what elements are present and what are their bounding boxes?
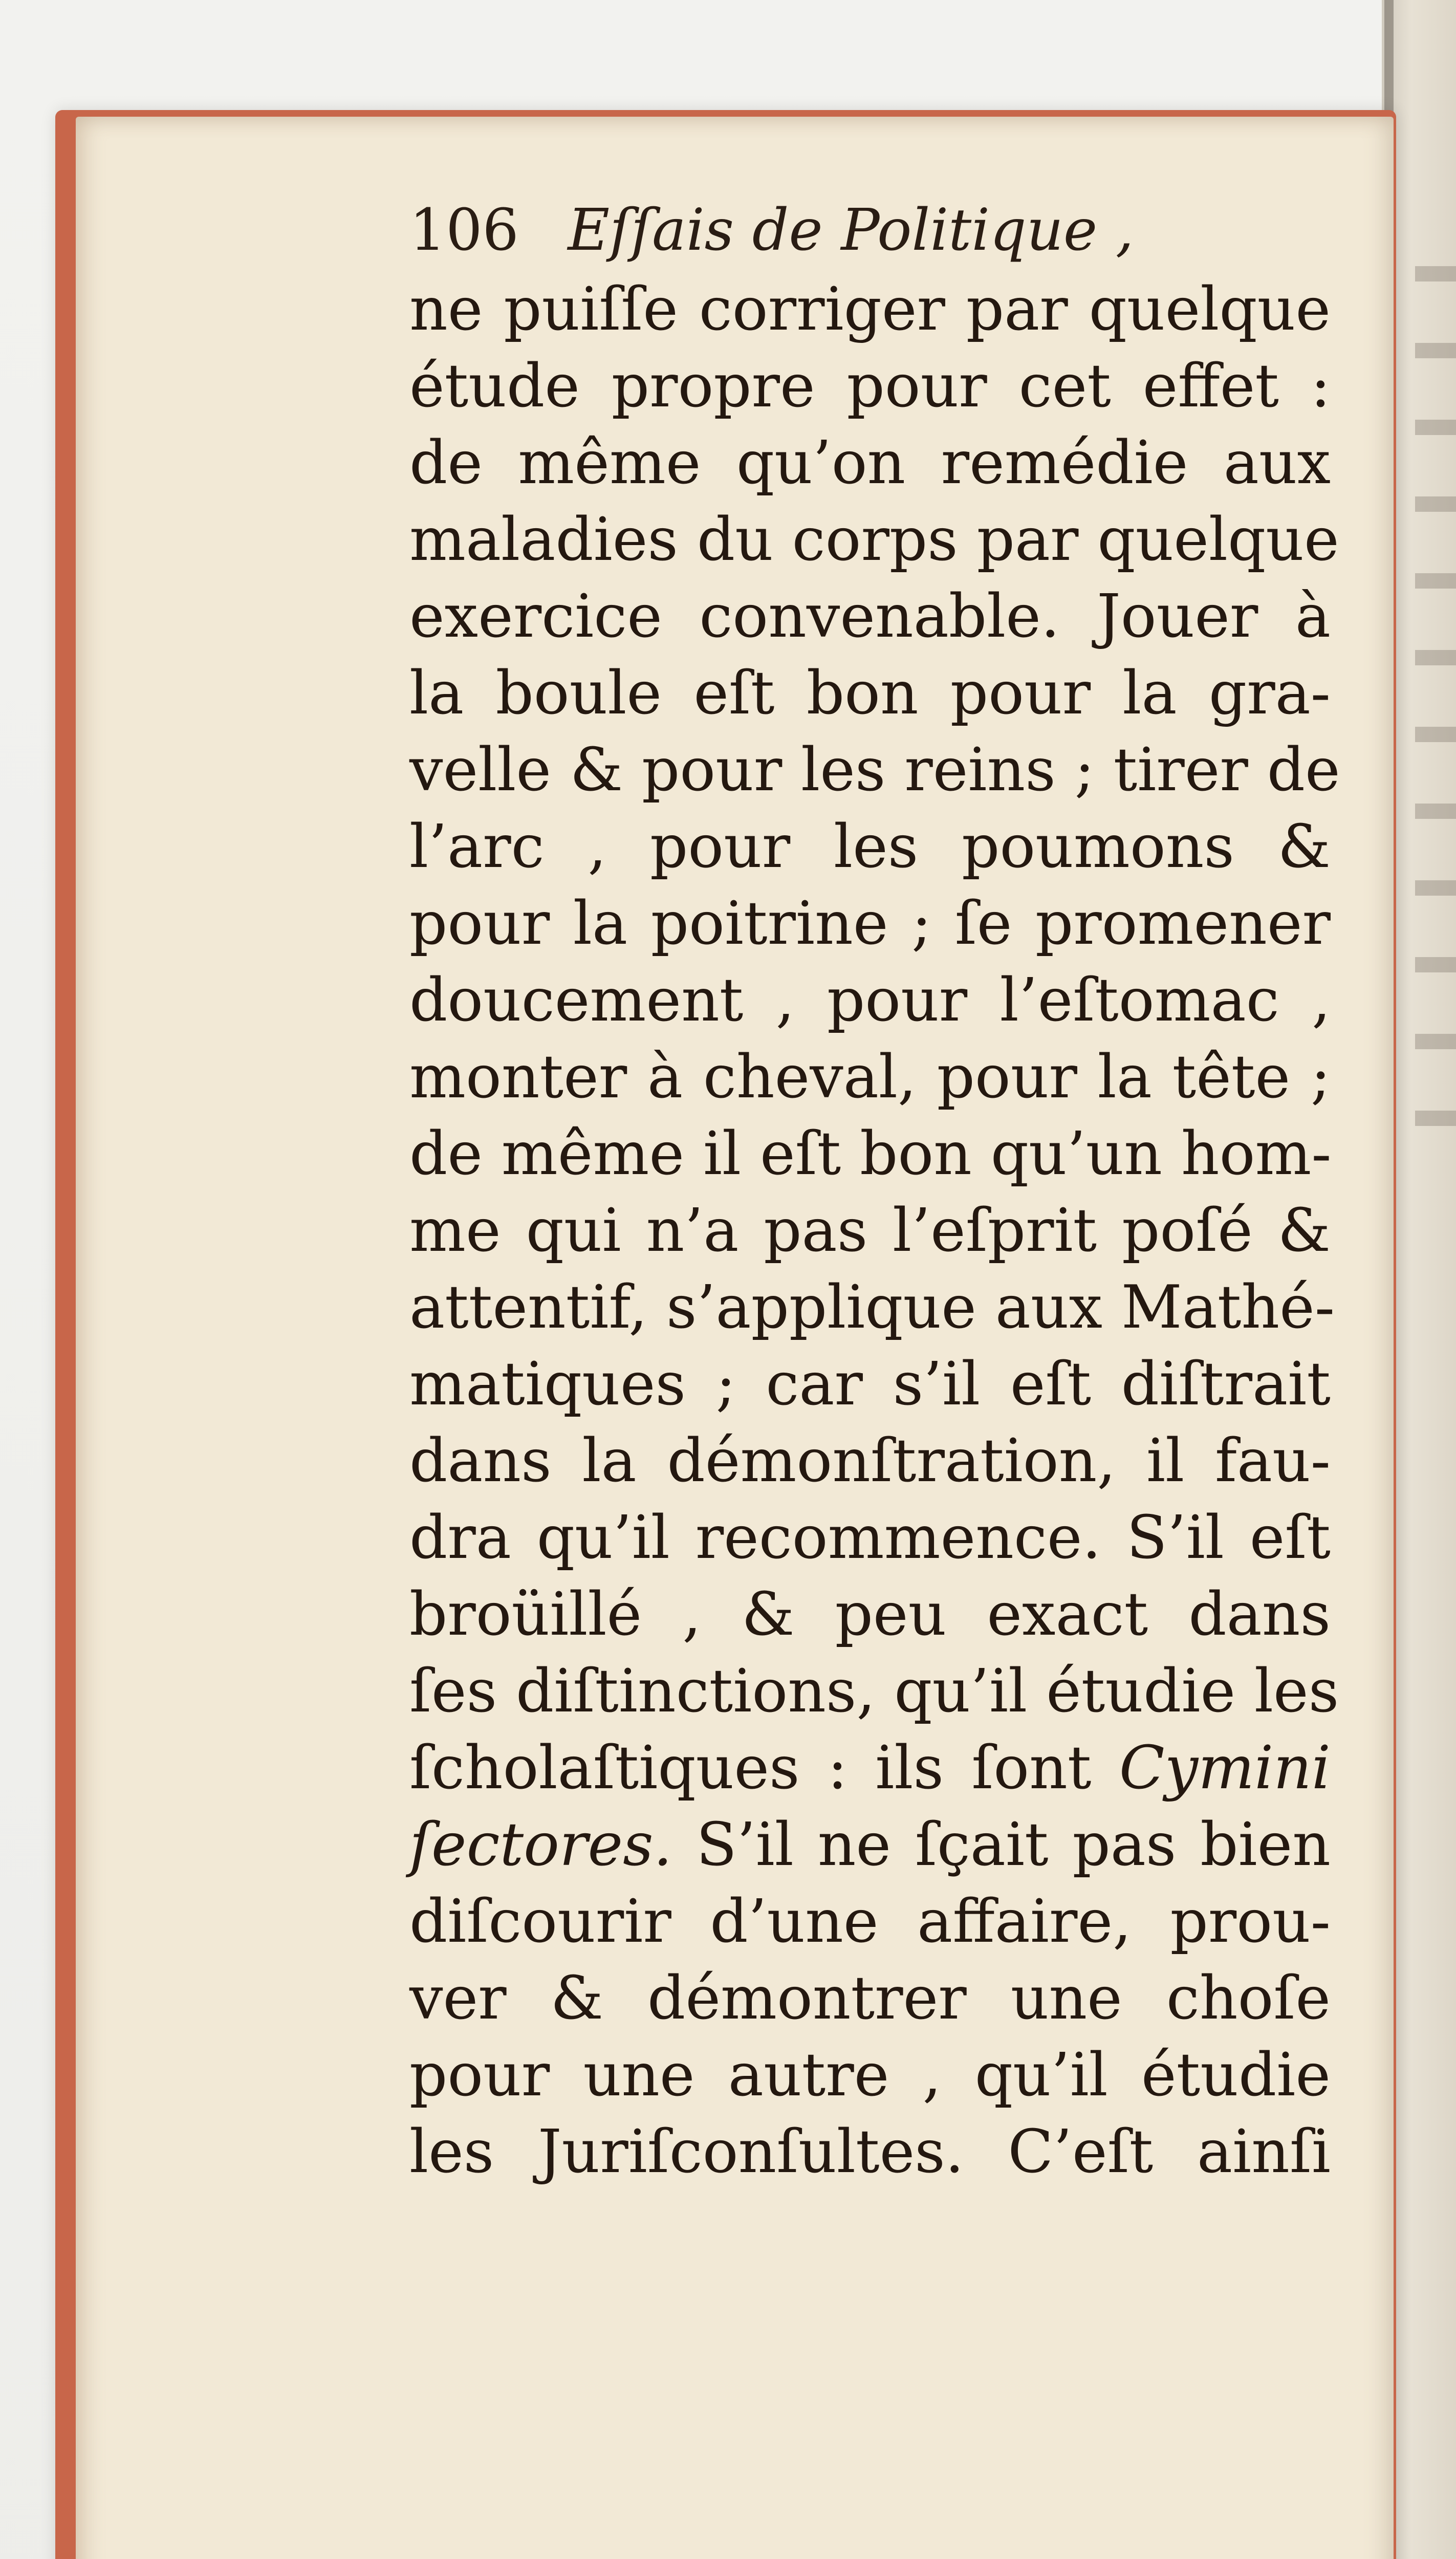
text-line: diſcourir d’une affaire, prou- bbox=[409, 1887, 1331, 1956]
text-line: étude propre pour cet effet : bbox=[409, 352, 1331, 421]
text-line: dans la démonſtration, il fau- bbox=[409, 1426, 1331, 1495]
text-line: ſes diſtinctions, qu’il étudie les bbox=[409, 1657, 1339, 1726]
text-line: les Juriſconſultes. C’eſt ainſi bbox=[409, 2117, 1331, 2186]
text-line: monter à cheval, pour la tête ; bbox=[409, 1043, 1331, 1112]
page-number: 106 bbox=[409, 197, 519, 264]
text-segment: ſcholaſtiques : ils ſont bbox=[409, 1733, 1092, 1803]
text-line: pour une autre , qu’il étudie bbox=[409, 2041, 1331, 2110]
text-line: dra qu’il recommence. S’il eſt bbox=[409, 1503, 1331, 1572]
facing-page-text-fragment bbox=[1415, 266, 1456, 1136]
text-line: la boule eſt bon pour la gra- bbox=[409, 659, 1331, 728]
italic-phrase: Cymini bbox=[1119, 1733, 1331, 1803]
running-title: Eſſais de Politique , bbox=[568, 197, 1134, 264]
text-line: ne puiſſe corriger par quelque bbox=[409, 275, 1331, 344]
text-line: de même il eſt bon qu’un hom- bbox=[409, 1119, 1332, 1188]
italic-phrase: ſectores. bbox=[409, 1810, 672, 1879]
text-line: velle & pour les reins ; tirer de bbox=[409, 735, 1340, 805]
text-line: broüillé , & peu exact dans bbox=[409, 1580, 1331, 1649]
text-line: doucement , pour l’eſtomac , bbox=[409, 966, 1331, 1035]
text-line: attentif, s’applique aux Mathé- bbox=[409, 1273, 1335, 1342]
text-segment: S’il ne ſçait pas bien bbox=[672, 1810, 1331, 1879]
text-line-with-italic bbox=[409, 1807, 1331, 1883]
text-line: me qui n’a pas l’eſprit poſé & bbox=[409, 1196, 1331, 1265]
text-line: maladies du corps par quelque bbox=[409, 505, 1339, 574]
text-line: pour la poitrine ; ſe promener bbox=[409, 889, 1331, 958]
text-line: l’arc , pour les poumons & bbox=[409, 812, 1331, 881]
text-line-with-italic bbox=[409, 1730, 1331, 1807]
text-line: ver & démontrer une choſe bbox=[409, 1964, 1331, 2033]
body-text bbox=[409, 271, 1340, 2191]
running-header bbox=[409, 189, 1134, 271]
text-line: matiques ; car s’il eſt diſtrait bbox=[409, 1350, 1331, 1419]
text-line: exercice convenable. Jouer à bbox=[409, 582, 1331, 651]
text-line: de même qu’on remédie aux bbox=[409, 428, 1331, 497]
